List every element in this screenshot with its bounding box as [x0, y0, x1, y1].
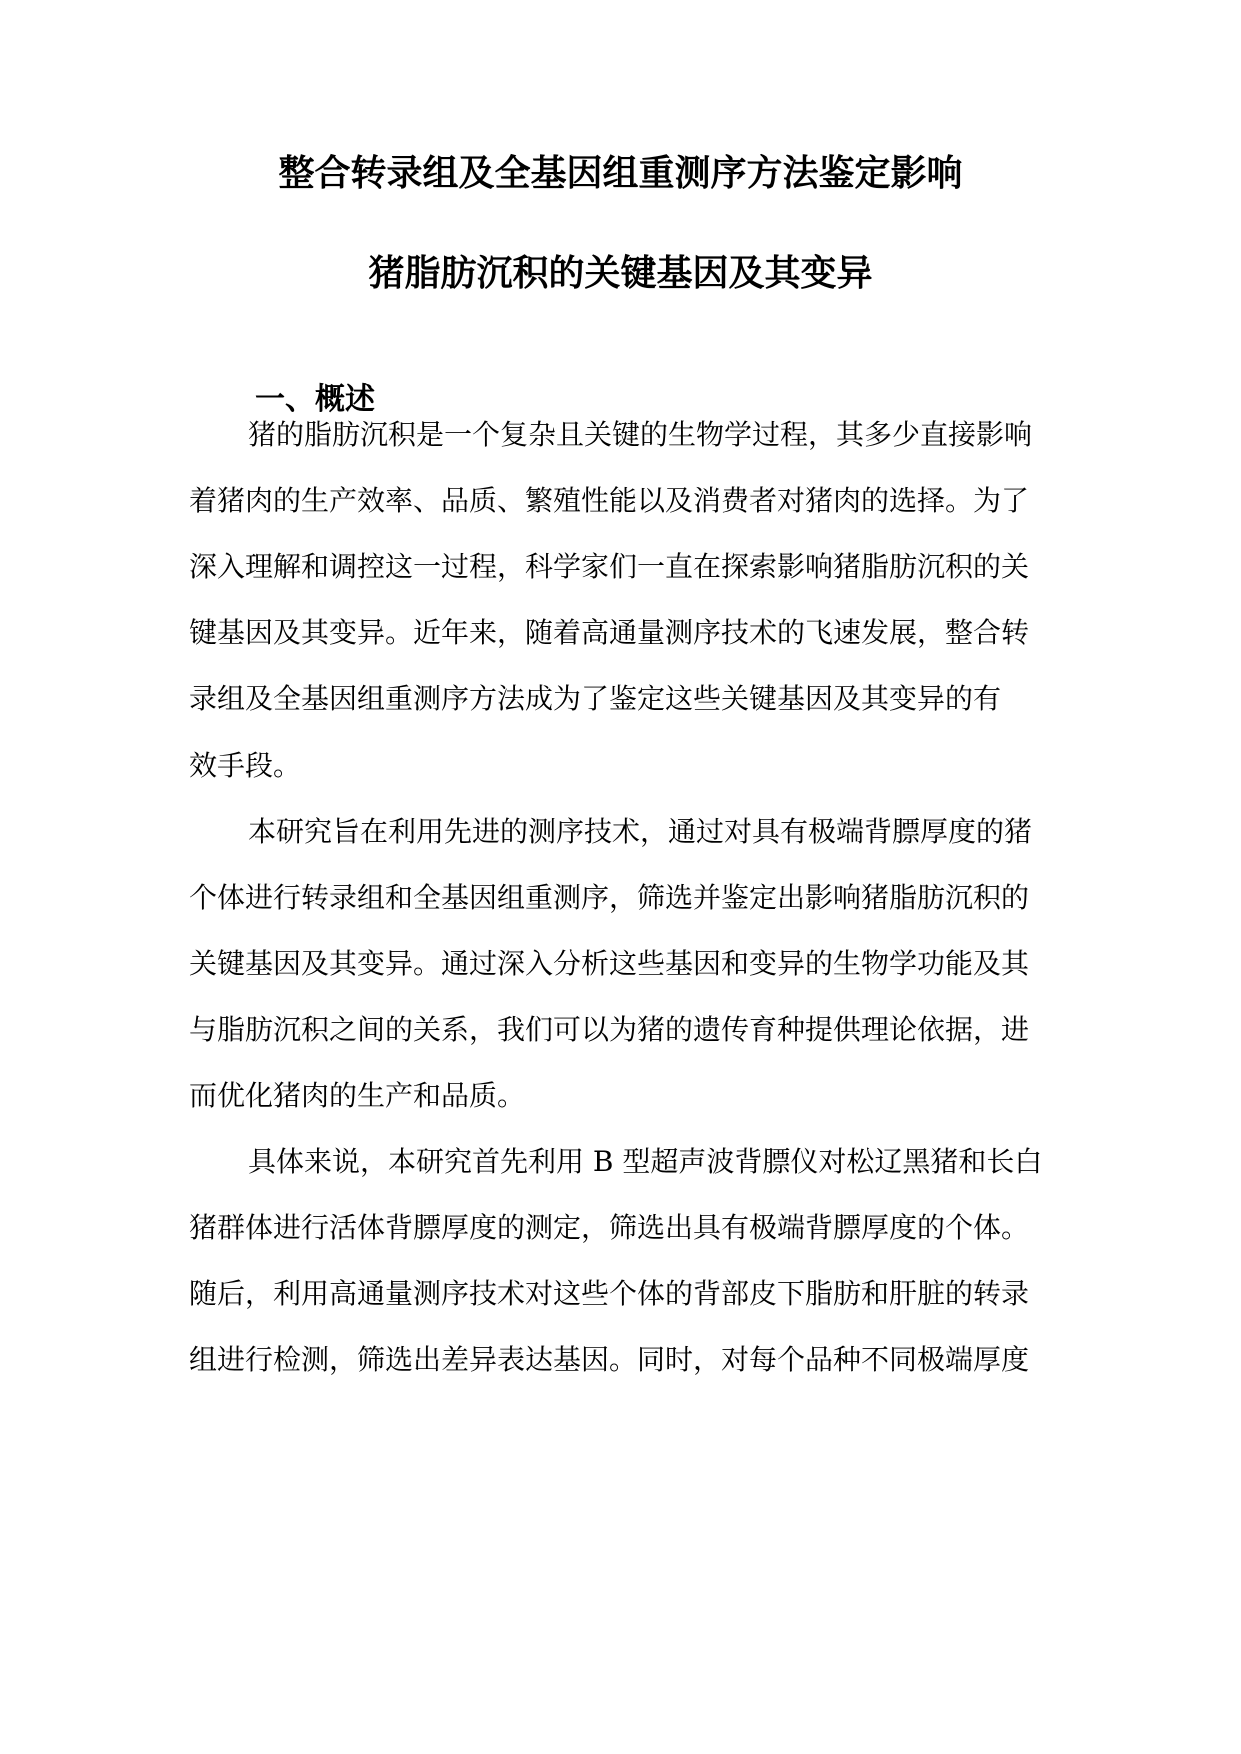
paragraph-3-line-3: 随后，利用高通量测序技术对这些个体的背部皮下脂肪和肝脏的转录	[189, 1277, 1030, 1310]
document-title-line-2: 猪脂肪沉积的关键基因及其变异	[368, 253, 873, 294]
document-title-line-1: 整合转录组及全基因组重测序方法鉴定影响	[278, 153, 963, 194]
paragraph-1-line-1: 猪的脂肪沉积是一个复杂且关键的生物学过程，其多少直接影响	[248, 418, 1033, 451]
paragraph-2-line-1: 本研究旨在利用先进的测序技术，通过对具有极端背膘厚度的猪	[248, 815, 1033, 848]
paragraph-3-line-1: 具体来说，本研究首先利用 B 型超声波背膘仪对松辽黑猪和长白	[248, 1145, 1043, 1178]
paragraph-2-line-2: 个体进行转录组和全基因组重测序，筛选并鉴定出影响猪脂肪沉积的	[189, 881, 1030, 914]
paragraph-2-line-5: 而优化猪肉的生产和品质。	[189, 1079, 526, 1112]
paragraph-2-line-3: 关键基因及其变异。通过深入分析这些基因和变异的生物学功能及其	[189, 947, 1030, 980]
paragraph-3-line-2: 猪群体进行活体背膘厚度的测定，筛选出具有极端背膘厚度的个体。	[189, 1211, 1030, 1244]
paragraph-1-line-3: 深入理解和调控这一过程，科学家们一直在探索影响猪脂肪沉积的关	[189, 550, 1030, 583]
paragraph-1-line-2: 着猪肉的生产效率、品质、繁殖性能以及消费者对猪肉的选择。为了	[189, 484, 1030, 517]
paragraph-2-line-4: 与脂肪沉积之间的关系，我们可以为猪的遗传育种提供理论依据，进	[189, 1013, 1030, 1046]
paragraph-3-line-4: 组进行检测，筛选出差异表达基因。同时，对每个品种不同极端厚度	[189, 1343, 1030, 1376]
paragraph-1-line-5: 录组及全基因组重测序方法成为了鉴定这些关键基因及其变异的有	[189, 682, 1002, 715]
paragraph-1-line-4: 键基因及其变异。近年来，随着高通量测序技术的飞速发展，整合转	[189, 616, 1030, 649]
section-heading: 一、概述	[255, 382, 375, 417]
paragraph-1-line-6: 效手段。	[189, 749, 302, 782]
